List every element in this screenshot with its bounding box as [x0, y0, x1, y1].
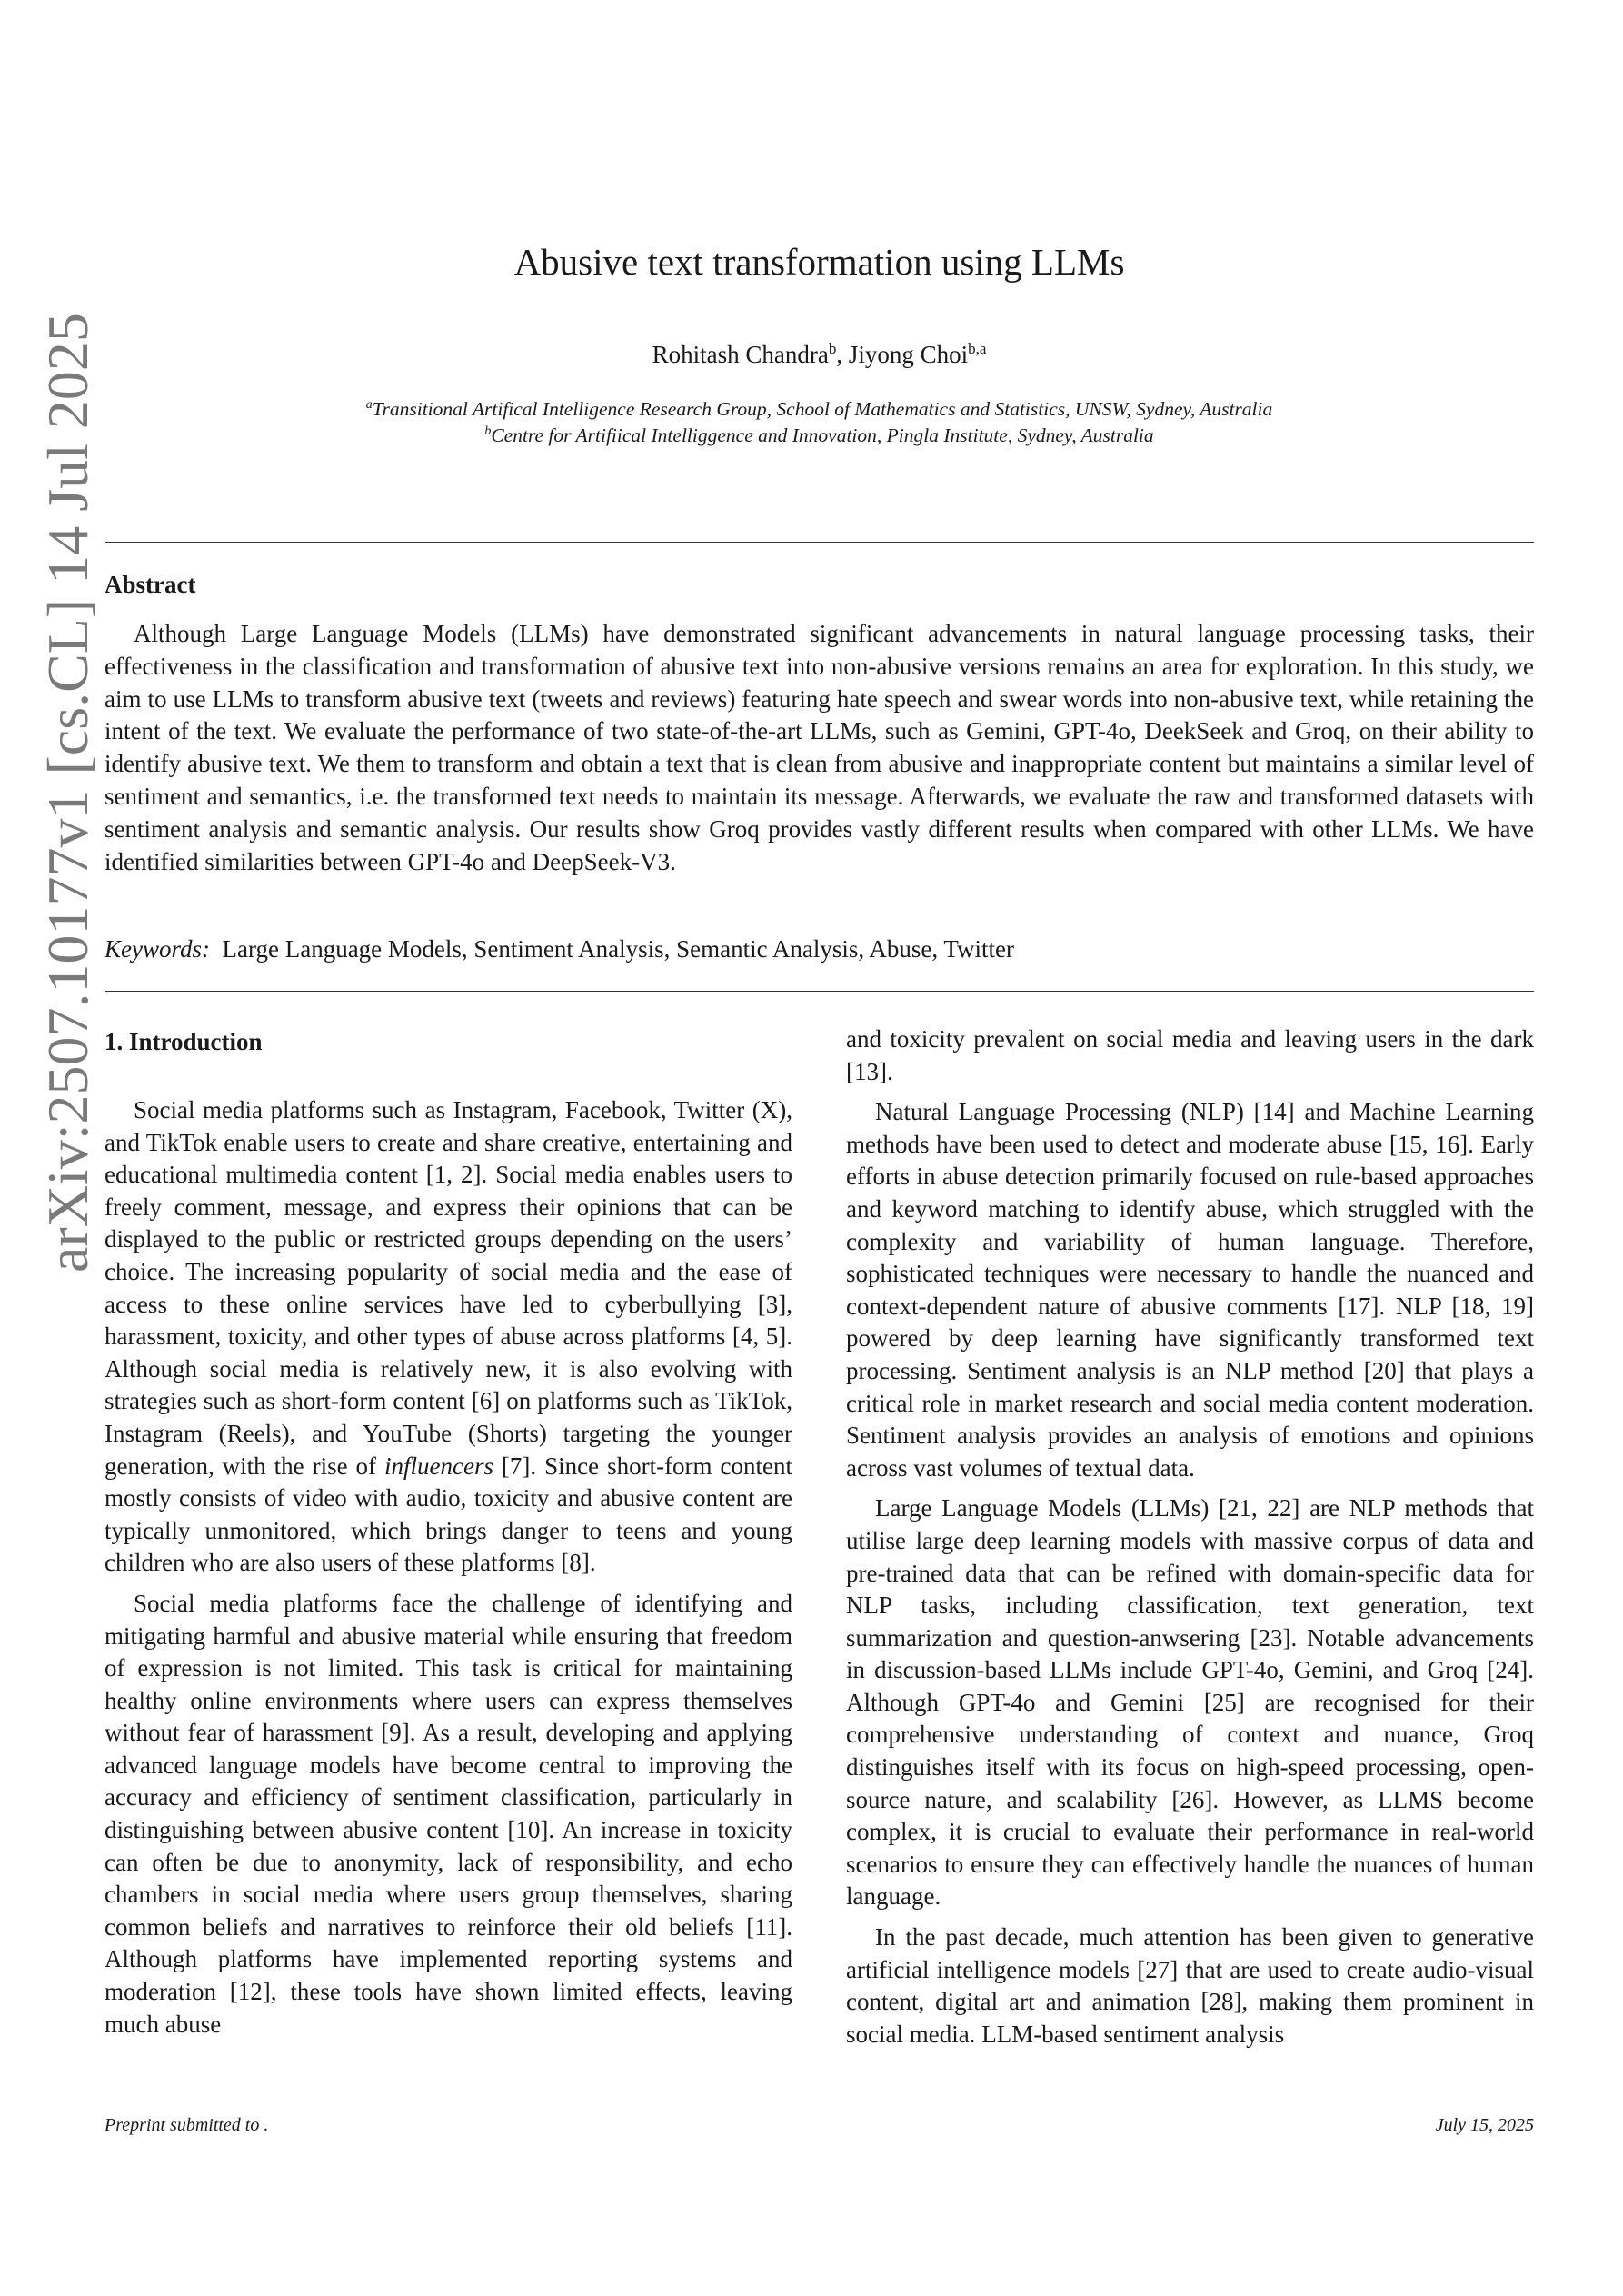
author-separator: , — [836, 341, 849, 368]
left-column — [105, 1025, 792, 2049]
author-name: Rohitash Chandra — [652, 341, 829, 368]
footer-preprint-note: Preprint submitted to . — [105, 2115, 269, 2135]
affiliation-text: Transitional Artifical Intelligence Research Group, School of Mathematics and Statistics, UNSW, Sydney, Australia — [372, 398, 1273, 421]
keywords-label: Keywords: — [105, 935, 210, 963]
top-divider — [105, 542, 1534, 543]
section-heading: 1. Introduction — [105, 1028, 263, 1055]
abstract-text: Although Large Language Models (LLMs) have demonstrated significant advancements in natural language processing tasks, their effectiveness in the classification and transformation of abusive text into non-abusive versions remains an area for exploration. In this study, we aim to use LLMs to transform abusive text (tweets and reviews) featuring hate speech and swear words into non-abusive text, while retaining the intent of the text. We evaluate the performance of two state-of-the-art LLMs, such as Gemini, GPT-4o, DeekSeek and Groq, on their ability to identify abusive text. We them to transform and obtain a text that is clean from abusive and inappropriate content but maintains a similar level of sentiment and semantics, i.e. the transformed text needs to maintain its message. Afterwards, we evaluate the raw and transformed datasets with sentiment analysis and semantic analysis. Our results show Groq provides vastly different results when compared with other LLMs. We have identified similarities between GPT-4o and DeepSeek-V3. — [105, 620, 1534, 875]
keywords — [105, 933, 1534, 965]
paragraph: Large Language Models (LLMs) [21, 22] are NLP methods that utilise large deep learning models with massive corpus of data and pre-trained data that can be refined with domain-specific data for NLP tasks, including classification, text generation, text summarization and question-anwsering [23]. Notable advancements in discussion-based LLMs include GPT-4o, Gemini, and Groq [24]. Although GPT-4o and Gemini [25] are recognised for their comprehensive understanding of context and nuance, Groq distinguishes itself with its focus on high-speed processing, open-source nature, and scalability [26]. However, as LLMS become complex, it is crucial to evaluate their performance in real-world scenarios to ensure they can effectively handle the nuances of human language. — [846, 1494, 1534, 1911]
paragraph: Social media platforms such as Instagram, Facebook, Twitter (X), and TikTok enable users to create and share creative, entertaining and educational multimedia content [1, 2]. Social media enables users to freely comment, message, and express their opinions that can be displayed to the public or restricted groups depending on the users’ choice. The increasing popularity of social media and the ease of access to these online services have led to cyberbullying [3], harassment, toxicity, and other types of abuse across platforms [4, 5]. Although social media is relatively new, it is also evolving with strategies such as short-form content [6] on platforms such as TikTok, Instagram (Reels), and YouTube (Shorts) targeting the younger generation, with the rise of influencers [7]. Since short-form content mostly consists of video with audio, toxicity and abusive content are typically unmonitored, which brings danger to teens and young children who are also users of these platforms [8]. — [105, 1096, 792, 1577]
affiliation-mark: a — [365, 398, 373, 412]
keywords-text: Large Language Models, Sentiment Analysis, Semantic Analysis, Abuse, Twitter — [222, 935, 1014, 963]
emphasis: influencers — [383, 1452, 493, 1480]
paper-title: Abusive text transformation using LLMs — [513, 241, 1125, 283]
paragraph: In the past decade, much attention has been given to generative artificial intelligence models [27] that are used to create audio-visual content, digital art and animation [28], making them prominent in social media. LLM-based sentiment analysis — [846, 1923, 1534, 2048]
author-list — [105, 333, 1534, 371]
author-affiliation-mark: b — [828, 340, 837, 357]
abstract-heading: Abstract — [105, 571, 196, 598]
affiliation-a — [105, 393, 1534, 422]
affiliation-text: Centre for Artifiical Intelliggence and Innovation, Pingla Institute, Sydney, Australia — [491, 424, 1154, 447]
paragraph: and toxicity prevalent on social media and leaving users in the dark [13]. — [846, 1025, 1534, 1085]
affiliation-b — [105, 419, 1534, 448]
paragraph: Social media platforms face the challenge of identifying and mitigating harmful and abusive material while ensuring that freedom of expression is not limited. This task is critical for maintaining healthy online environments where users can express themselves without fear of harassment [9]. As a result, developing and applying advanced language models have become central to improving the accuracy and efficiency of sentiment classification, particularly in distinguishing between abusive content [10]. An increase in toxicity can often be due to anonymity, lack of responsibility, and echo chambers in social media where users group themselves, sharing common beliefs and narratives to reinforce their old beliefs [11]. Although platforms have implemented reporting systems and moderation [12], these tools have shown limited effects, leaving much abuse — [105, 1589, 792, 2038]
author-name: Jiyong Choi — [848, 341, 969, 368]
paragraph: Natural Language Processing (NLP) [14] and Machine Learning methods have been used to detect and moderate abuse [15, 16]. Early efforts in abuse detection primarily focused on rule-based approaches and keyword matching to identify abuse, which struggled with the complexity and variability of human language. Therefore, sophisticated techniques were necessary to handle the nuanced and context-dependent nature of abusive comments [17]. NLP [18, 19] powered by deep learning have significantly transformed text processing. Sentiment analysis is an NLP method [20] that plays a critical role in market research and social media content moderation. Sentiment analysis provides an analysis of emotions and opinions across vast volumes of textual data. — [846, 1098, 1534, 1482]
arxiv-identifier: arXiv:2507.10177v1 [cs.CL] 14 Jul 2025 — [35, 313, 100, 1273]
bottom-divider — [105, 991, 1534, 992]
affiliation-mark: b — [484, 424, 492, 438]
author-affiliation-mark: b,a — [968, 340, 987, 357]
right-column — [846, 1023, 1534, 2059]
footer-date: July 15, 2025 — [1435, 2115, 1534, 2135]
